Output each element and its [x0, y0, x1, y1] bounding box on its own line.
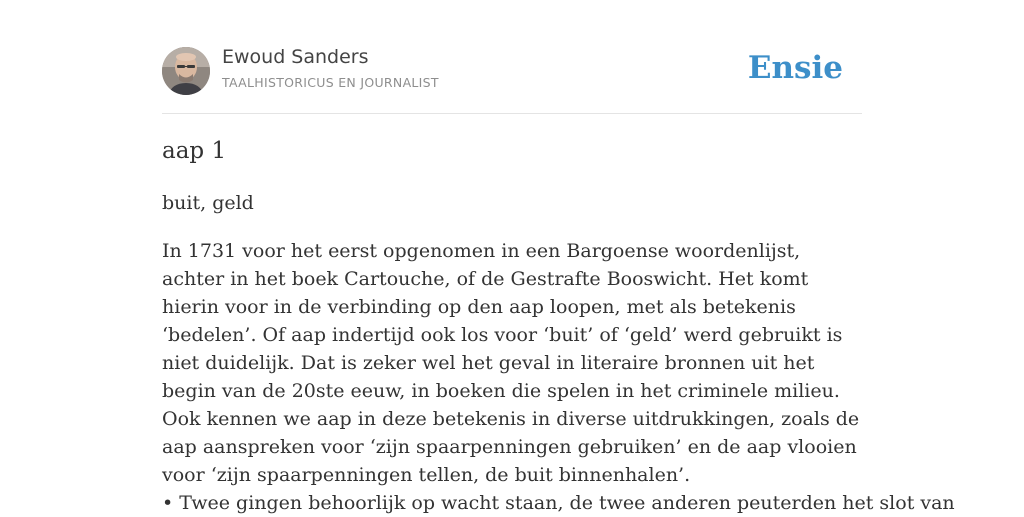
- entry-definition: buit, geld: [162, 192, 254, 214]
- entry-body: In 1731 voor het eerst opgenomen in een Bargoense woordenlijst, achter in het boek Cartouche, of de Gestrafte Booswicht. Het komt hierin voor in de verbinding op den aap loopen, met als betekenis ‘bedelen’. Of aap indertijd ook los voor ‘buit’ of ‘geld’ werd gebruikt is niet duidelijk. Dat is zeker wel het geval in literaire bronnen uit het begin van de 20ste eeuw, in boeken die spelen in het criminele milieu. Ook kennen we aap in deze betekenis in diverse uitdrukkingen, zoals de aap aanspreken voor ‘zijn spaarpenningen gebruiken’ en de aap vlooien voor ‘zijn spaarpenningen tellen, de buit binnenhalen’.: [162, 240, 860, 486]
- person-photo-icon: [162, 47, 210, 95]
- author-avatar[interactable]: [162, 47, 210, 95]
- page-container: [162, 0, 955, 514]
- entry-title: aap 1: [162, 138, 227, 164]
- author-name[interactable]: Ewoud Sanders: [222, 46, 369, 68]
- author-header: [162, 0, 862, 114]
- ensie-logo[interactable]: Ensie: [747, 50, 843, 86]
- entry-example: • Twee gingen behoorlijk op wacht staan, de twee anderen peuterden het slot van: [162, 492, 955, 514]
- author-role: TAALHISTORICUS EN JOURNALIST: [222, 75, 439, 90]
